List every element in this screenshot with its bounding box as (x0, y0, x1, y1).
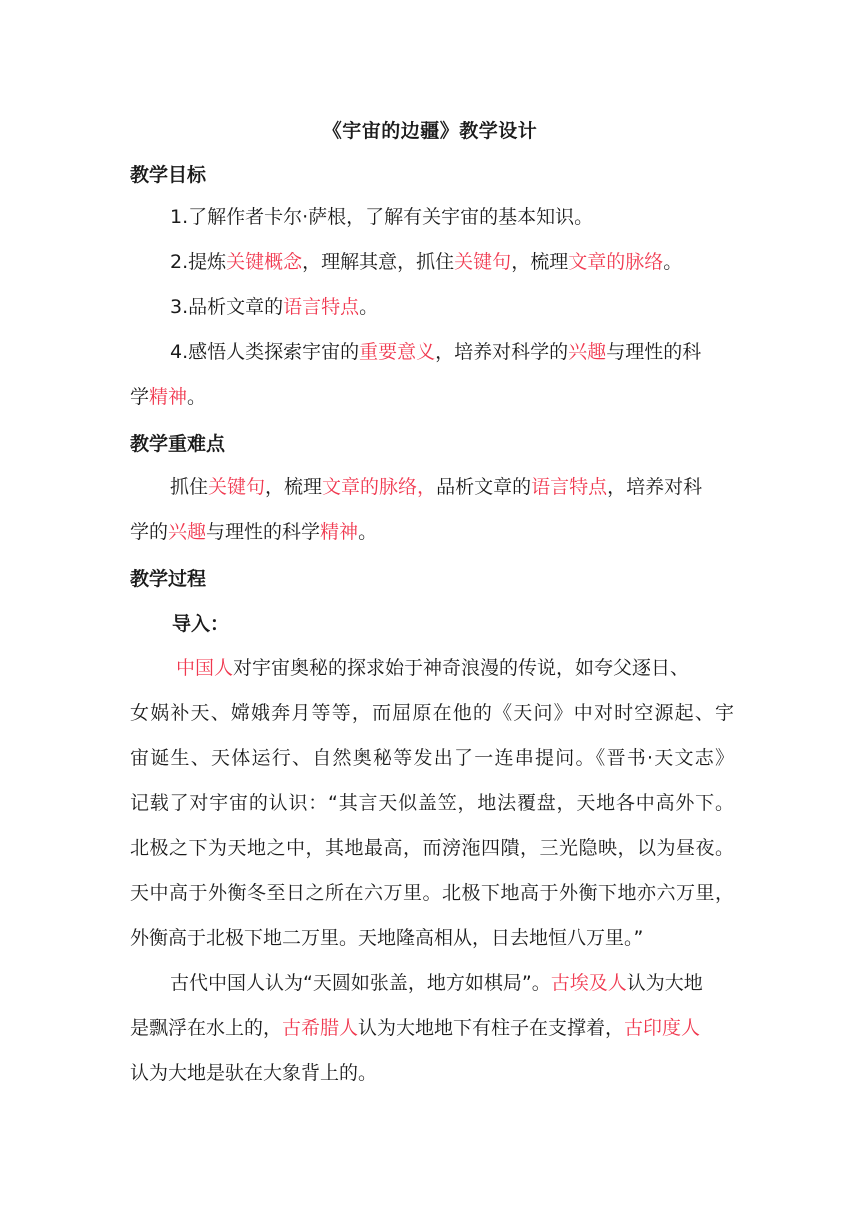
highlight-ancient-greeks: 古希腊人 (282, 1017, 359, 1039)
highlight-ancient-indians: 古印度人 (624, 1017, 701, 1039)
highlight-spirit: 精神 (149, 386, 188, 408)
key-points-text: 抓住 (170, 476, 209, 498)
objective-2-text: ，梳理 (511, 251, 569, 273)
highlight-language-features: 语言特点 (531, 476, 608, 498)
key-points-text: 。 (358, 521, 378, 543)
objectives-heading: 教学目标 (130, 164, 207, 186)
paragraph-2-line-1 (170, 969, 703, 997)
highlight-chinese: 中国人 (176, 657, 234, 679)
intro-paragraph-line-4: 记载了对宇宙的认识：“其言天似盖笠，地法覆盘，天地各中高外下。 (130, 792, 734, 814)
objective-4-text: 学 (130, 386, 150, 408)
highlight-spirit: 精神 (320, 521, 359, 543)
objective-1 (170, 203, 593, 231)
objective-2 (170, 248, 682, 276)
key-points-text: ，梳理 (265, 476, 323, 498)
document-title: 《宇宙的边疆》教学设计 (322, 120, 538, 142)
intro-label: 导入： (172, 613, 230, 635)
highlight-significance: 重要意义 (359, 341, 436, 363)
objective-3 (170, 293, 378, 321)
process-heading: 教学过程 (130, 568, 207, 590)
key-points-text: 与理性的科学 (206, 521, 321, 543)
highlight-key-concepts: 关键概念 (226, 251, 303, 273)
paragraph-text: 认为大地 (626, 972, 703, 994)
key-points-heading: 教学重难点 (130, 433, 226, 455)
highlight-article-structure: 文章的脉络， (322, 476, 437, 498)
objective-4-text: 。 (187, 386, 207, 408)
intro-paragraph-line-1 (176, 654, 689, 682)
highlight-interest: 兴趣 (168, 521, 207, 543)
key-points-text: 学的 (130, 521, 169, 543)
paragraph-text: 认为大地地下有柱子在支撑着， (358, 1017, 625, 1039)
objective-4-text: 与理性的科 (606, 341, 702, 363)
paragraph-text: 古代中国人认为“天圆如张盖，地方如棋局”。 (170, 972, 551, 994)
key-points-text: 品析文章的 (436, 476, 532, 498)
objective-1-text: 1.了解作者卡尔·萨根，了解有关宇宙的基本知识。 (170, 206, 594, 228)
intro-paragraph-line-5: 北极之下为天地之中，其地最高，而滂沲四隤，三光隐映，以为昼夜。 (130, 837, 734, 859)
intro-paragraph-line-6: 天中高于外衡冬至日之所在六万里。北极下地高于外衡下地亦六万里， (130, 882, 734, 904)
objective-4-line-1 (170, 338, 701, 366)
key-points-line-1 (170, 473, 702, 501)
intro-paragraph-line-3: 宙诞生、天体运行、自然奥秘等发出了一连串提问。《晋书·天文志》 (130, 747, 734, 769)
key-points-line-2 (130, 518, 377, 546)
paragraph-2-line-3: 认为大地是驮在大象背上的。 (130, 1062, 378, 1084)
highlight-interest: 兴趣 (568, 341, 607, 363)
objective-2-text: ，理解其意，抓住 (302, 251, 455, 273)
objective-4-text: ，培养对科学的 (435, 341, 569, 363)
paragraph-text: 是飘浮在水上的， (130, 1017, 283, 1039)
highlight-key-sentences: 关键句 (454, 251, 512, 273)
key-points-text: ，培养对科 (607, 476, 703, 498)
paragraph-2-line-2 (130, 1014, 700, 1042)
highlight-article-structure: 文章的脉络 (568, 251, 664, 273)
highlight-language-features: 语言特点 (283, 296, 360, 318)
intro-paragraph-line-2: 女娲补天、嫦娥奔月等等，而屈原在他的《天问》中对时空源起、宇 (130, 702, 734, 724)
highlight-key-sentences: 关键句 (208, 476, 266, 498)
intro-paragraph-line-7: 外衡高于北极下地二万里。天地隆高相从，日去地恒八万里。” (130, 927, 644, 949)
objective-2-text: 。 (663, 251, 683, 273)
objective-3-text: 。 (359, 296, 379, 318)
objective-2-text: 2.提炼 (170, 251, 227, 273)
objective-4-text: 4.感悟人类探索宇宙的 (170, 341, 360, 363)
objective-4-line-2 (130, 383, 206, 411)
highlight-ancient-egyptians: 古埃及人 (550, 972, 627, 994)
paragraph-text: 对宇宙奥秘的探求始于神奇浪漫的传说，如夸父逐日、 (233, 657, 690, 679)
objective-3-text: 3.品析文章的 (170, 296, 284, 318)
